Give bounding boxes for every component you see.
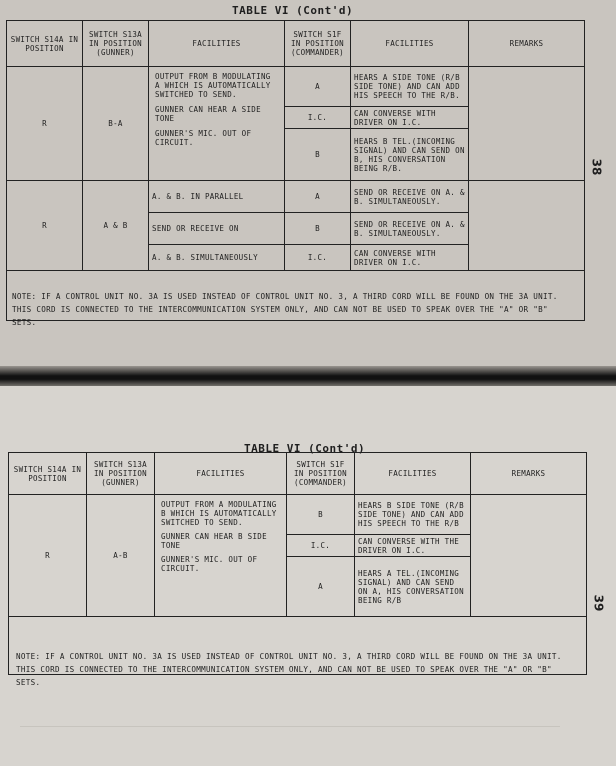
cell-facilities-2: CAN CONVERSE WITH DRIVER ON I.C. [351,245,469,271]
table-row [7,181,585,213]
cell-s13a: A-B [87,495,155,617]
cell-s1f: B [285,129,351,181]
note-text: NOTE: IF A CONTROL UNIT NO. 3A IS USED INSTEAD OF CONTROL UNIT NO. 3, A THIRD CORD WILL BE FOUND ON THE 3A UNIT. THIS CORD IS CONNECTED TO THE INTERCOMMUNICATION SYSTEM ONLY, AND CAN NOT BE USED TO SPEAK OVER THE "A" OR "B" SETS. [12,292,558,327]
cell-facilities: SEND OR RECEIVE ON [149,213,285,245]
cell-facilities-2: SEND OR RECEIVE ON A. & B. SIMULTANEOUSLY. [351,213,469,245]
facility-text: OUTPUT FROM B MODULATING A WHICH IS AUTOMATICALLY SWITCHED TO SEND. [155,72,271,99]
cell-facilities-2: SEND OR RECEIVE ON A. & B. SIMULTANEOUSLY. [351,181,469,213]
facility-text: GUNNER'S MIC. OUT OF CIRCUIT. [155,129,252,147]
header-s1f: SWITCH S1F IN POSITION (COMMANDER) [287,453,355,495]
cell-s13a: A & B [83,181,149,271]
cell-facilities [149,67,285,181]
book-gutter [0,366,616,388]
header-row [7,21,585,67]
facility-text: GUNNER'S MIC. OUT OF CIRCUIT. [161,555,258,573]
cell-facilities-2: CAN CONVERSE WITH THE DRIVER ON I.C. [355,535,471,557]
cell-s1f: B [287,495,355,535]
cell-s1f: I.C. [285,107,351,129]
cell-s1f: I.C. [287,535,355,557]
page-number: 39 [591,594,606,612]
page-38 [0,0,616,368]
header-s1f: SWITCH S1F IN POSITION (COMMANDER) [285,21,351,67]
header-facilities: FACILITIES [155,453,287,495]
table-vi-bottom [8,452,587,675]
cell-s14a: R [9,495,87,617]
cell-facilities-2: HEARS B SIDE TONE (R/B SIDE TONE) AND CAN ADD HIS SPEECH TO THE R/B [355,495,471,535]
header-remarks: REMARKS [471,453,587,495]
cell-s14a: R [7,67,83,181]
cell-s14a: R [7,181,83,271]
table-row [7,67,585,107]
header-remarks: REMARKS [469,21,585,67]
cell-remarks [469,181,585,271]
cell-facilities: A. & B. IN PARALLEL [149,181,285,213]
header-s14a: SWITCH S14A IN POSITION [9,453,87,495]
cell-remarks [469,67,585,181]
header-s14a: SWITCH S14A IN POSITION [7,21,83,67]
cell-facilities-2: HEARS A TEL.(INCOMING SIGNAL) AND CAN SEND ON A, HIS CONVERSATION BEING R/B [355,557,471,617]
note-text: NOTE: IF A CONTROL UNIT NO. 3A IS USED INSTEAD OF CONTROL UNIT NO. 3, A THIRD CORD WILL BE FOUND ON THE 3A UNIT. THIS CORD IS CONNECTED TO THE INTERCOMMUNICATION SYSTEM ONLY, AND CAN NOT BE USED TO SPEAK OVER THE "A" OR "B" SETS. [16,652,562,687]
header-facilities: FACILITIES [149,21,285,67]
cell-s1f: A [285,67,351,107]
table-row [9,495,587,535]
cell-facilities: A. & B. SIMULTANEOUSLY [149,245,285,271]
page-number: 38 [589,158,604,176]
header-s13a: SWITCH S13A IN POSITION (GUNNER) [87,453,155,495]
header-facilities-2: FACILITIES [355,453,471,495]
cell-remarks [471,495,587,617]
cell-s1f: A [285,181,351,213]
facility-text: GUNNER CAN HEAR B SIDE TONE [161,532,267,550]
cell-facilities [155,495,287,617]
cell-s13a: B-A [83,67,149,181]
table-title: TABLE VI (Cont'd) [232,4,354,17]
bleed-through-lines [20,726,560,757]
page-39 [0,386,616,766]
header-facilities-2: FACILITIES [351,21,469,67]
facility-text: GUNNER CAN HEAR A SIDE TONE [155,105,261,123]
cell-facilities-2: CAN CONVERSE WITH DRIVER ON I.C. [351,107,469,129]
cell-facilities-2: HEARS A SIDE TONE (R/B SIDE TONE) AND CAN ADD HIS SPEECH TO THE R/B. [351,67,469,107]
facility-text: OUTPUT FROM A MODULATING B WHICH IS AUTOMATICALLY SWITCHED TO SEND. [161,500,277,527]
cell-s1f: A [287,557,355,617]
header-s13a: SWITCH S13A IN POSITION (GUNNER) [83,21,149,67]
cell-facilities-2: HEARS B TEL.(INCOMING SIGNAL) AND CAN SEND ON B, HIS CONVERSATION BEING R/B. [351,129,469,181]
cell-s1f: I.C. [285,245,351,271]
header-row [9,453,587,495]
table-vi-top [6,20,585,321]
table-title: TABLE VI (Cont'd) [244,442,366,455]
cell-s1f: B [285,213,351,245]
